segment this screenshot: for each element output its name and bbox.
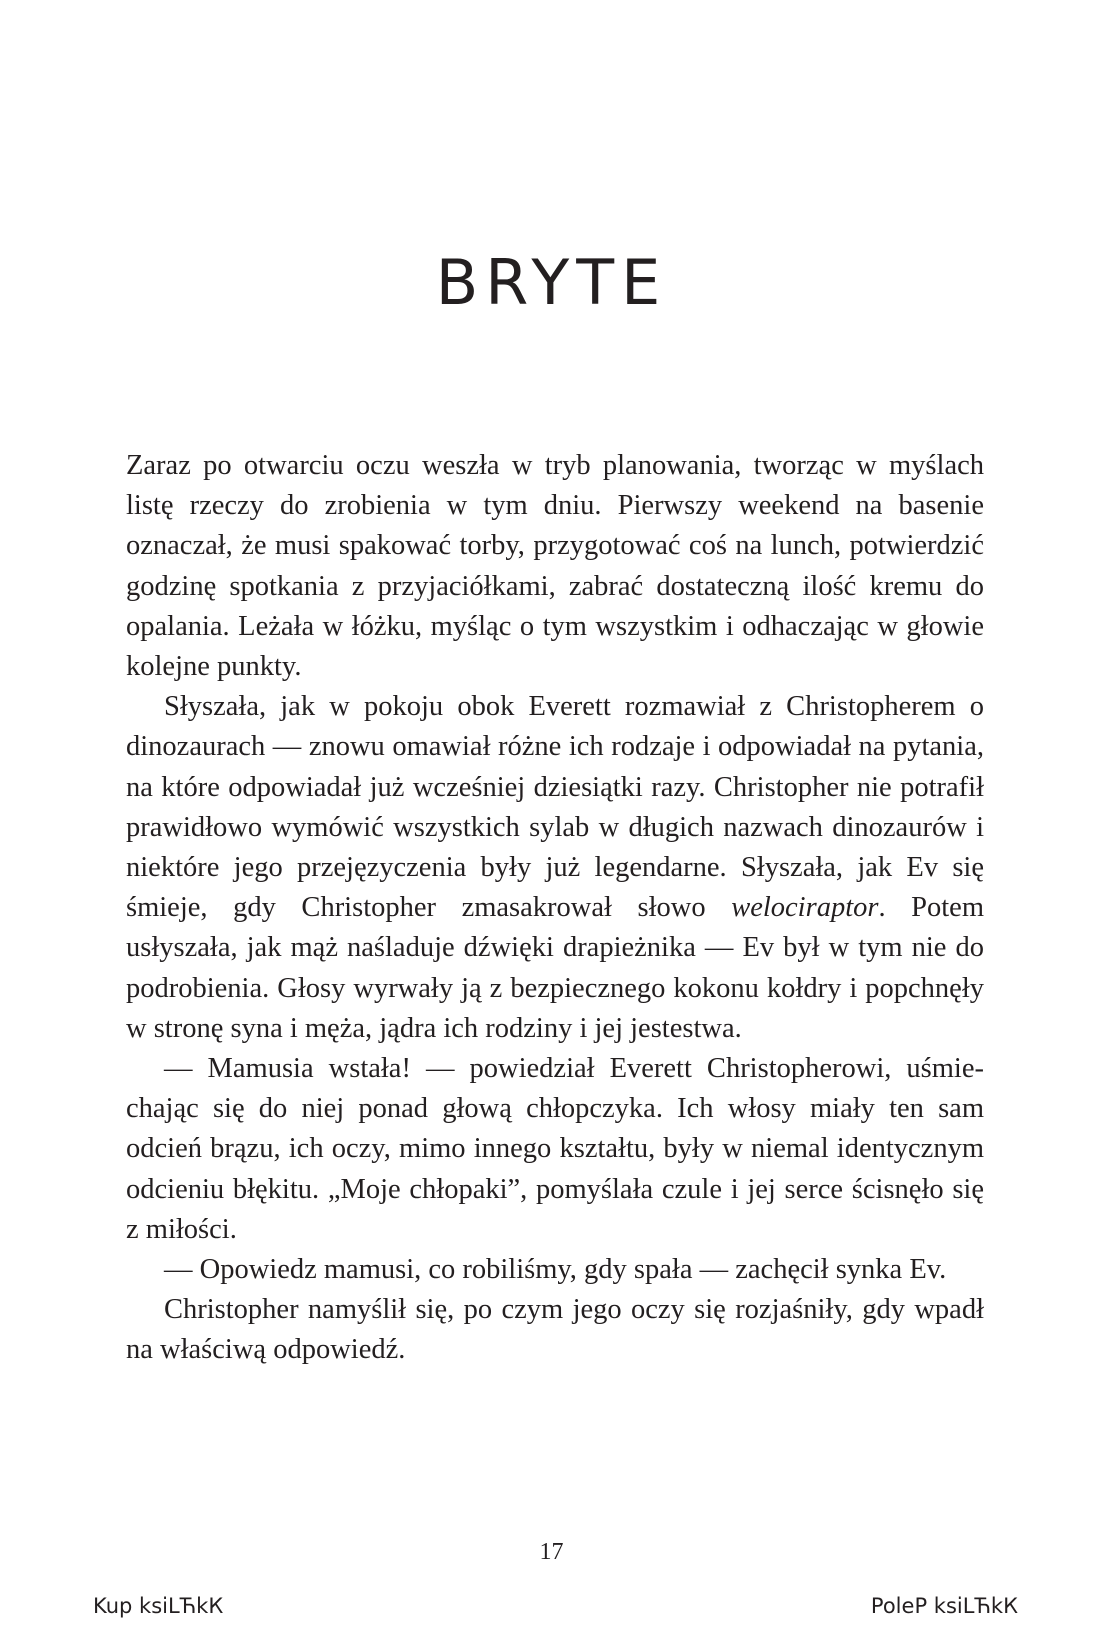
italic-word: welociraptor [731,892,879,924]
paragraph-text: . Potem usłyszała, jak mąż naśladuje dźwięki drapieżnika — Ev był w tym nie do podrobienia. Głosy wyrwały ją z bezpiecznego kokonu kołdry i popchnęły w stronę syna i męża, jądra ich rodziny i jej jestestwa. [126,892,984,1044]
chapter-title: BRYTE [435,246,668,319]
page-number: 17 [539,1539,564,1565]
footer-buy-book-link[interactable]: Kup ksiLЋkК [93,1594,224,1618]
paragraph [126,1250,984,1290]
paragraph-text: — Opowiedz mamusi, co robiliśmy, gdy spała — zachęcił synka Ev. [164,1254,947,1286]
paragraph-text: Słyszała, jak w pokoju obok Everett rozmawiał z Christopherem o dinozaurach — znowu omawiał różne ich rodzaje i odpowiadał na pytania, na które odpowiadał już wcześniej dziesiątki razy. Christopher nie potrafił prawidłowo wymówić wszystkich sylab w długich nazwach dinozaurów i niektóre jego przejęzyczenia były już legendarne. Słyszała, jak Ev się śmieje, gdy Christopher zmasakrował słowo [126,691,984,924]
paragraph-text: Christopher namyślił się, po czym jego oczy się rozjaśniły, gdy wpadł na właściwą odpowiedź. [126,1294,984,1366]
paragraph [126,687,984,1049]
paragraph-text: — Mamusia wstała! — powiedział Everett Christopherowi, uśmiechając się do niej ponad głową chłopczyka. Ich włosy miały ten sam odcień brązu, ich oczy, mimo innego kształtu, były w niemal identycznym odcieniu błękitu. „Moje chłopaki”, pomyślała czule i jej serce ścisnęło się z miłości. [126,1053,984,1245]
paragraph [126,1290,984,1370]
paragraph [126,446,984,687]
paragraph-text: Zaraz po otwarciu oczu weszła w tryb planowania, tworząc w myślach listę rzeczy do zrobienia w tym dniu. Pierwszy weekend na basenie oznaczał, że musi spakować torby, przygotować coś na lunch, potwierdzić godzinę spotkania z przyjaciółkami, zabrać dostateczną ilość kremu do opalania. Leżała w łóżku, myśląc o tym wszystkim i odhaczając w głowie kolejne punkty. [126,450,984,683]
footer-recommend-book-link[interactable]: PoleР ksiLЋkК [870,1594,1018,1618]
body-text [126,446,984,1371]
paragraph [126,1049,984,1250]
